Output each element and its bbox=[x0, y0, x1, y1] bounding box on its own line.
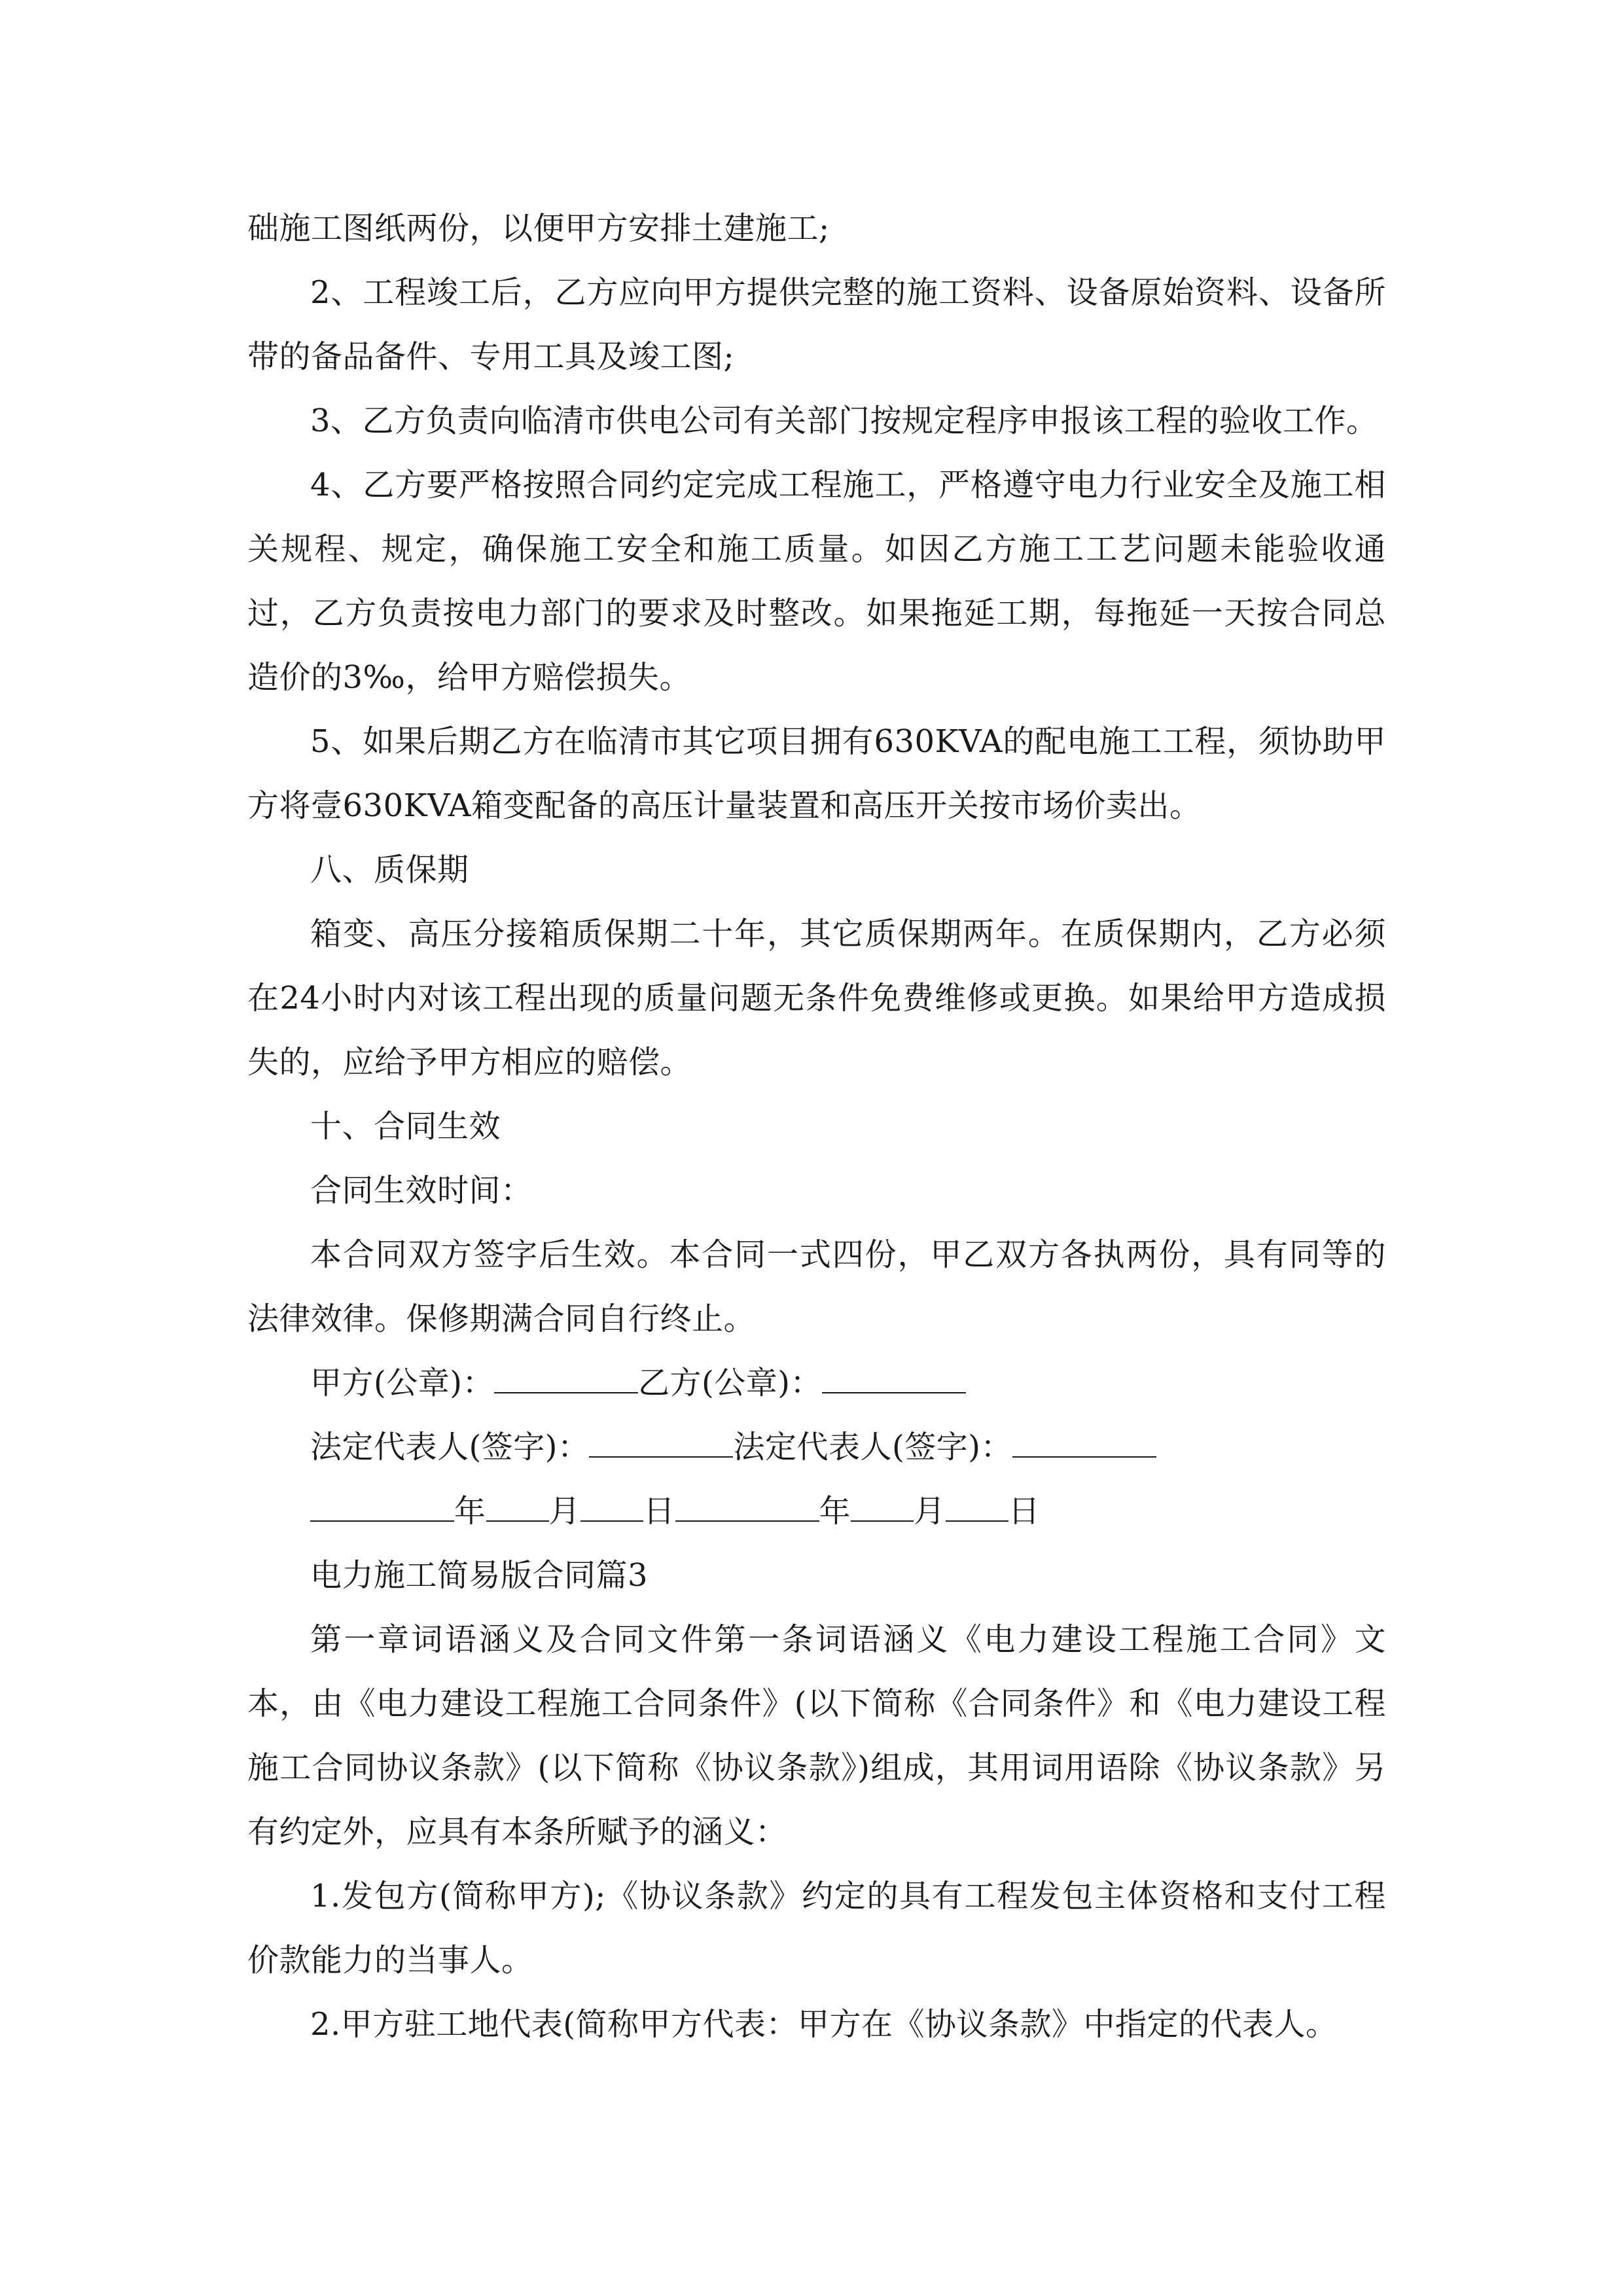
year-b-label: 年 bbox=[819, 1493, 851, 1530]
paragraph: 合同生效时间： bbox=[310, 1172, 533, 1209]
party-a-seal-blank bbox=[494, 1366, 638, 1393]
paragraph: 础施工图纸两份，以便甲方安排土建施工; bbox=[247, 210, 830, 247]
day-b-label: 日 bbox=[1008, 1493, 1041, 1530]
year-a-blank bbox=[310, 1494, 454, 1522]
paragraph: 2、工程竣工后，乙方应向甲方提供完整的施工资料、设备原始资料、设备所带的备品备件、专用工具及竣工图; bbox=[247, 274, 1386, 375]
rep-b-label: 法定代表人(签字)： bbox=[733, 1429, 1012, 1465]
party-b-seal-blank bbox=[822, 1366, 966, 1393]
party-a-seal-label: 甲方(公章)： bbox=[310, 1365, 494, 1401]
month-a-blank bbox=[486, 1494, 549, 1522]
day-b-blank bbox=[946, 1494, 1008, 1522]
day-a-blank bbox=[580, 1494, 643, 1522]
paragraph: 本合同双方签字后生效。本合同一式四份，甲乙双方各执两份，具有同等的法律效律。保修期满合同自行终止。 bbox=[247, 1236, 1386, 1337]
seal-line bbox=[247, 1351, 1386, 1415]
rep-a-blank bbox=[589, 1430, 733, 1458]
year-a-label: 年 bbox=[454, 1493, 486, 1530]
month-b-blank bbox=[851, 1494, 914, 1522]
section-heading: 八、质保期 bbox=[310, 852, 469, 888]
rep-a-label: 法定代表人(签字)： bbox=[310, 1429, 590, 1465]
day-a-label: 日 bbox=[643, 1493, 675, 1530]
paragraph: 箱变、高压分接箱质保期二十年，其它质保期两年。在质保期内，乙方必须在24小时内对该工程出现的质量问题无条件免费维修或更换。如果给甲方造成损失的，应给予甲方相应的赔偿。 bbox=[247, 916, 1386, 1081]
paragraph: 2.甲方驻工地代表(简称甲方代表：甲方在《协议条款》中指定的代表人。 bbox=[310, 2006, 1338, 2043]
section-heading: 十、合同生效 bbox=[310, 1108, 501, 1145]
section-title: 电力施工简易版合同篇3 bbox=[310, 1557, 649, 1594]
paragraph: 3、乙方负责向临清市供电公司有关部门按规定程序申报该工程的验收工作。 bbox=[310, 403, 1378, 439]
month-b-label: 月 bbox=[914, 1493, 946, 1530]
party-b-seal-label: 乙方(公章)： bbox=[637, 1365, 822, 1401]
rep-b-blank bbox=[1012, 1430, 1156, 1458]
paragraph: 1.发包方(简称甲方);《协议条款》约定的具有工程发包主体资格和支付工程价款能力的当事人。 bbox=[247, 1878, 1386, 1979]
year-b-blank bbox=[675, 1494, 819, 1522]
document-body bbox=[247, 196, 1386, 2056]
month-a-label: 月 bbox=[548, 1493, 581, 1530]
representative-line bbox=[247, 1415, 1386, 1479]
paragraph: 第一章词语涵义及合同文件第一条词语涵义《电力建设工程施工合同》文本，由《电力建设工程施工合同条件》(以下简称《合同条件》和《电力建设工程施工合同协议条款》(以下简称《协议条款》)组成，其用词用语除《协议条款》另有约定外，应具有本条所赋予的涵义： bbox=[247, 1621, 1386, 1850]
date-line bbox=[247, 1479, 1386, 1543]
paragraph: 5、如果后期乙方在临清市其它项目拥有630KVA的配电施工工程，须协助甲方将壹630KVA箱变配备的高压计量装置和高压开关按市场价卖出。 bbox=[247, 723, 1386, 824]
paragraph: 4、乙方要严格按照合同约定完成工程施工，严格遵守电力行业安全及施工相关规程、规定，确保施工安全和施工质量。如因乙方施工工艺问题未能验收通过，乙方负责按电力部门的要求及时整改。如果拖延工期，每拖延一天按合同总造价的3‰，给甲方赔偿损失。 bbox=[247, 467, 1386, 696]
